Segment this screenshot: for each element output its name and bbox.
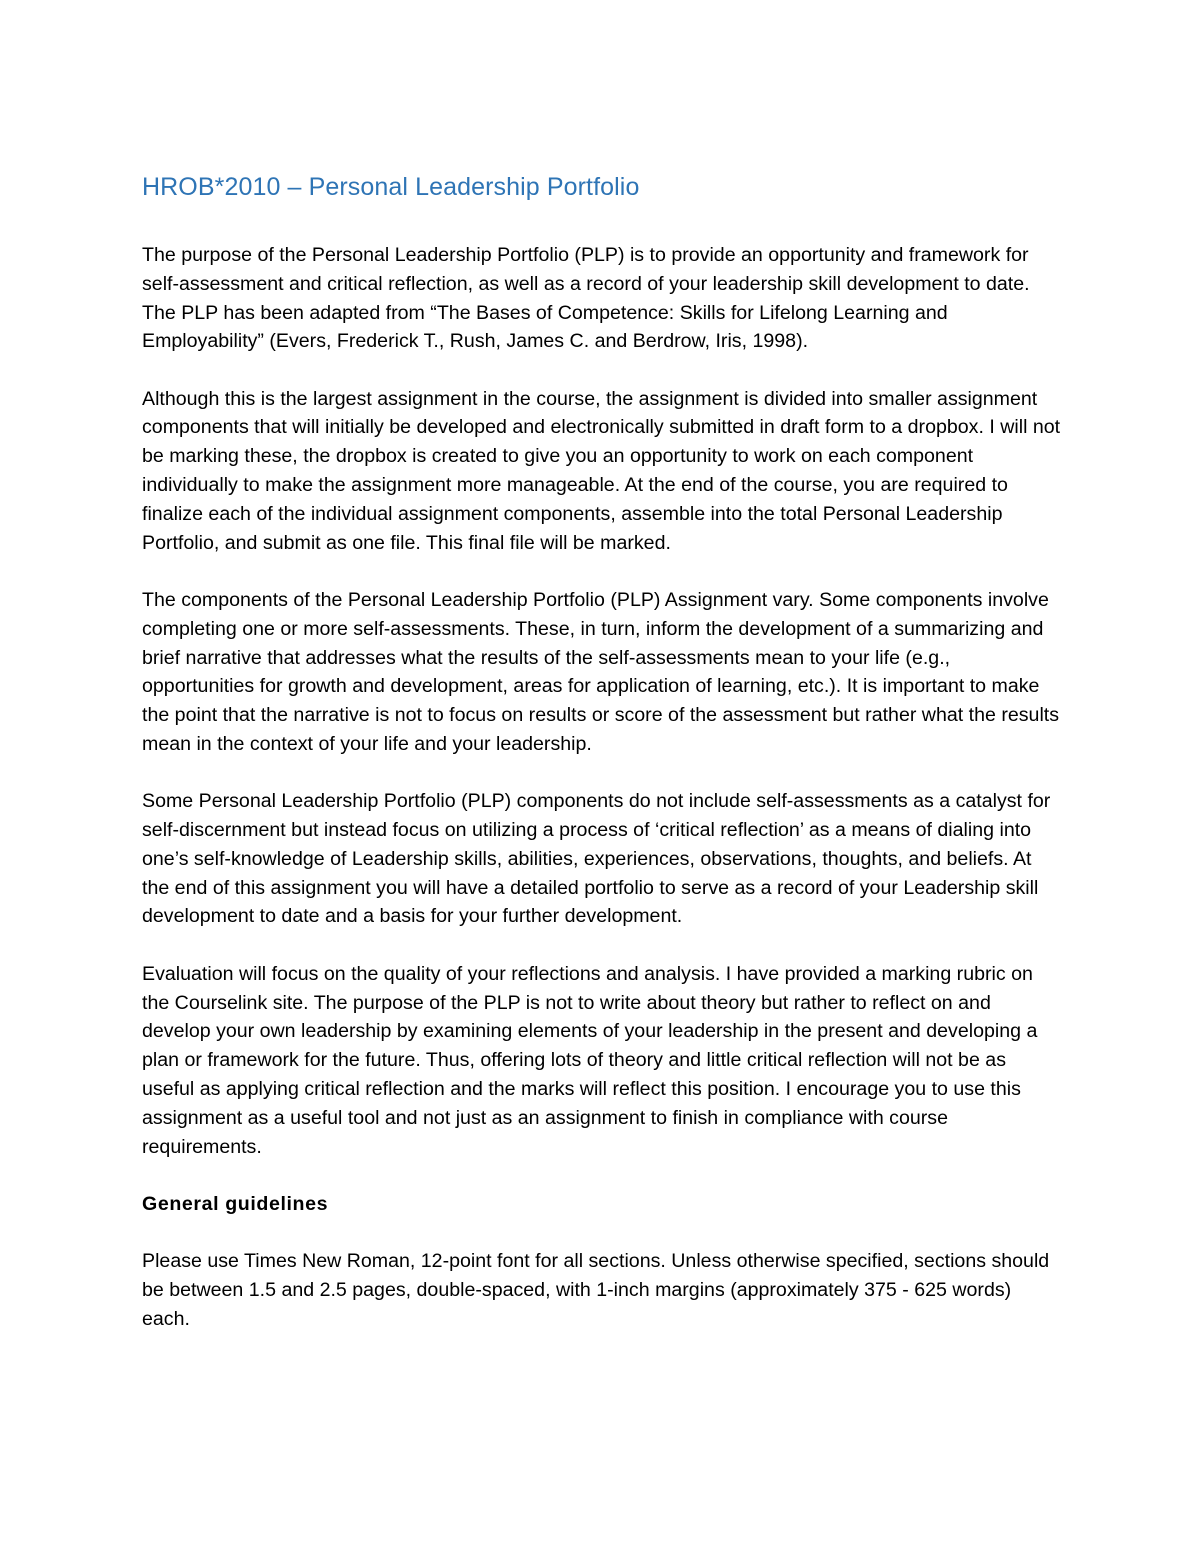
document-title: HROB*2010 – Personal Leadership Portfolio [142, 173, 640, 201]
document-body [142, 170, 1062, 1362]
paragraph-guidelines: Please use Times New Roman, 12-point font for all sections. Unless otherwise specified, sections should be between 1.5 and 2.5 pages, double-spaced, with 1-inch margins (approximately 375 - 625 words) each. [142, 1250, 1050, 1330]
paragraph-critical-reflection: Some Personal Leadership Portfolio (PLP) components do not include self-assessments as a catalyst for self-discernment but instead focus on utilizing a process of ‘critical reflection’ as a means of dialing into one’s self-knowledge of Leadership skills, abilities, experiences, observations, thoughts, and beliefs. At the end of this assignment you will have a detailed portfolio to serve as a record of your Leadership skill development to date and a basis for your further development. [142, 790, 1051, 928]
paragraph-purpose: The purpose of the Personal Leadership Portfolio (PLP) is to provide an opportunity and framework for self-assessment and critical reflection, as well as a record of your leadership skill development to date. The PLP has been adapted from “The Bases of Competence: Skills for Lifelong Learning and Employability” (Evers, Frederick T., Rush, James C. and Berdrow, Iris, 1998). [142, 244, 1030, 353]
paragraph-components: The components of the Personal Leadership Portfolio (PLP) Assignment vary. Some components involve completing one or more self-assessments. These, in turn, inform the development of a summarizing and brief narrative that addresses what the results of the self-assessments mean to your life (e.g., opportunities for growth and development, areas for application of learning, etc.). It is important to make the point that the narrative is not to focus on results or score of the assessment but rather what the results mean in the context of your life and your leadership. [142, 588, 1060, 755]
paragraph-evaluation: Evaluation will focus on the quality of your reflections and analysis. I have provided a marking rubric on the Courselink site. The purpose of the PLP is not to write about theory but rather to reflect on and develop your own leadership by examining elements of your leadership in the present and developing a plan or framework for the future. Thus, offering lots of theory and little critical reflection will not be as useful as applying critical reflection and the marks will reflect this position. I encourage you to use this assignment as a useful tool and not just as an assignment to finish in compliance with course requirements. [142, 962, 1038, 1158]
paragraph-assignment-structure: Although this is the largest assignment in the course, the assignment is divided into smaller assignment components that will initially be developed and electronically submitted in draft form to a dropbox. I will not be marking these, the dropbox is created to give you an opportunity to work on each component individually to make the assignment more manageable. At the end of the course, you are required to finalize each of the individual assignment components, assemble into the total Personal Leadership Portfolio, and submit as one file. This final file will be marked. [142, 387, 1061, 554]
section-heading-guidelines: General guidelines [142, 1192, 329, 1215]
